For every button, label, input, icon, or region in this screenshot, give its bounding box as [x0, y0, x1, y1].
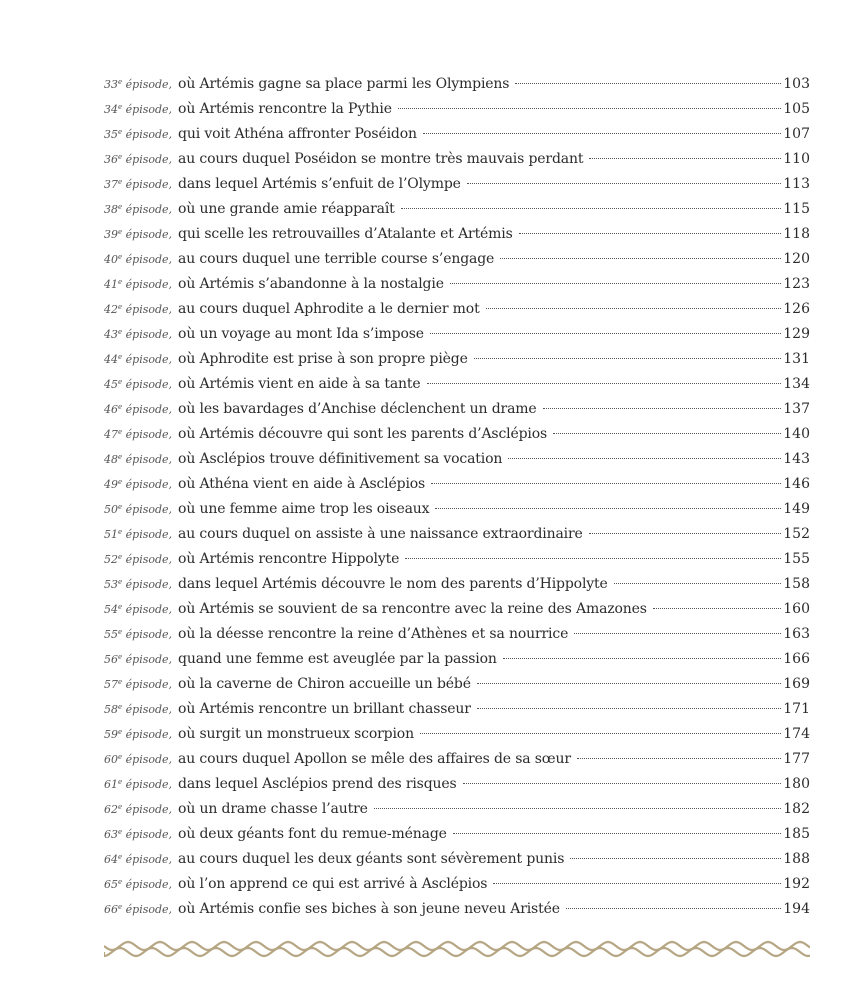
- episode-number: 37e épisode,: [104, 178, 173, 191]
- toc-entry[interactable]: [104, 495, 810, 520]
- toc-entry[interactable]: [104, 270, 810, 295]
- page-number: 194: [783, 901, 810, 917]
- episode-number: 35e épisode,: [104, 128, 173, 141]
- toc-entry[interactable]: [104, 445, 810, 470]
- dot-leader: [477, 708, 781, 709]
- page-number: 129: [783, 326, 810, 342]
- dot-leader: [614, 583, 782, 584]
- toc-entry[interactable]: [104, 670, 810, 695]
- episode-title: dans lequel Asclépios prend des risques: [178, 776, 457, 792]
- episode-title: où un voyage au mont Ida s’impose: [178, 326, 424, 342]
- episode-title: quand une femme est aveuglée par la passion: [178, 651, 497, 667]
- page-number: 158: [783, 576, 810, 592]
- episode-number: 40e épisode,: [104, 253, 173, 266]
- episode-number: 46e épisode,: [104, 403, 173, 416]
- toc-entry[interactable]: [104, 645, 810, 670]
- page-number: 192: [783, 876, 810, 892]
- page-number: 134: [783, 376, 810, 392]
- episode-title: où Aphrodite est prise à son propre piège: [178, 351, 468, 367]
- toc-entry[interactable]: [104, 620, 810, 645]
- episode-title: où Artémis rencontre Hippolyte: [178, 551, 400, 567]
- page-number: 152: [783, 526, 810, 542]
- episode-title: au cours duquel Poséidon se montre très mauvais perdant: [178, 151, 584, 167]
- episode-title: où Asclépios trouve définitivement sa vocation: [178, 451, 503, 467]
- toc-entry[interactable]: [104, 470, 810, 495]
- episode-number: 63e épisode,: [104, 828, 173, 841]
- toc-entry[interactable]: [104, 820, 810, 845]
- wave-border-icon: [104, 937, 810, 961]
- dot-leader: [577, 758, 781, 759]
- episode-title: où Artémis confie ses biches à son jeune neveu Aristée: [178, 901, 560, 917]
- episode-title: où Athéna vient en aide à Asclépios: [178, 476, 426, 492]
- episode-number: 33e épisode,: [104, 78, 173, 91]
- toc-entry[interactable]: [104, 220, 810, 245]
- toc-entry[interactable]: [104, 420, 810, 445]
- toc-entry[interactable]: [104, 70, 810, 95]
- episode-title: où Artémis rencontre la Pythie: [178, 101, 392, 117]
- episode-title: où deux géants font du remue-ménage: [178, 826, 447, 842]
- episode-title: où l’on apprend ce qui est arrivé à Asclépios: [178, 876, 488, 892]
- dot-leader: [398, 108, 781, 109]
- toc-entry[interactable]: [104, 370, 810, 395]
- episode-number: 58e épisode,: [104, 703, 173, 716]
- page-number: 123: [783, 276, 810, 292]
- toc-entry[interactable]: [104, 770, 810, 795]
- page-number: 107: [783, 126, 810, 142]
- episode-number: 61e épisode,: [104, 778, 173, 791]
- toc-entry[interactable]: [104, 695, 810, 720]
- toc-entry[interactable]: [104, 395, 810, 420]
- episode-title: où Artémis gagne sa place parmi les Olympiens: [178, 76, 510, 92]
- episode-title: au cours duquel on assiste à une naissance extraordinaire: [178, 526, 583, 542]
- episode-title: au cours duquel une terrible course s’engage: [178, 251, 495, 267]
- dot-leader: [467, 183, 782, 184]
- page-number: 182: [783, 801, 810, 817]
- episode-title: où surgit un monstrueux scorpion: [178, 726, 414, 742]
- page-number: 110: [783, 151, 810, 167]
- page-number: 174: [783, 726, 810, 742]
- page-number: 131: [783, 351, 810, 367]
- dot-leader: [543, 408, 782, 409]
- episode-number: 64e épisode,: [104, 853, 173, 866]
- episode-number: 39e épisode,: [104, 228, 173, 241]
- toc-entry[interactable]: [104, 295, 810, 320]
- episode-title: où Artémis se souvient de sa rencontre avec la reine des Amazones: [178, 601, 647, 617]
- page-number: 115: [783, 201, 810, 217]
- toc-entry[interactable]: [104, 845, 810, 870]
- page-number: 169: [783, 676, 810, 692]
- dot-leader: [423, 133, 781, 134]
- toc-entry[interactable]: [104, 870, 810, 895]
- dot-leader: [430, 333, 781, 334]
- page-number: 177: [783, 751, 810, 767]
- page-number: 137: [783, 401, 810, 417]
- episode-title: où la déesse rencontre la reine d’Athènes et sa nourrice: [178, 626, 569, 642]
- dot-leader: [405, 558, 781, 559]
- toc-entry[interactable]: [104, 120, 810, 145]
- episode-number: 59e épisode,: [104, 728, 173, 741]
- page-number: 126: [783, 301, 810, 317]
- dot-leader: [653, 608, 781, 609]
- episode-title: qui voit Athéna affronter Poséidon: [178, 126, 417, 142]
- episode-number: 44e épisode,: [104, 353, 173, 366]
- toc-entry[interactable]: [104, 245, 810, 270]
- episode-number: 51e épisode,: [104, 528, 173, 541]
- episode-title: où un drame chasse l’autre: [178, 801, 368, 817]
- page-number: 155: [783, 551, 810, 567]
- dot-leader: [450, 283, 781, 284]
- dot-leader: [519, 233, 782, 234]
- episode-title: où les bavardages d’Anchise déclenchent un drame: [178, 401, 537, 417]
- episode-title: où une femme aime trop les oiseaux: [178, 501, 430, 517]
- dot-leader: [374, 808, 782, 809]
- dot-leader: [515, 83, 781, 84]
- dot-leader: [508, 458, 781, 459]
- page-number: 163: [783, 626, 810, 642]
- episode-number: 52e épisode,: [104, 553, 173, 566]
- episode-number: 56e épisode,: [104, 653, 173, 666]
- page-number: 171: [783, 701, 810, 717]
- toc-entry[interactable]: [104, 520, 810, 545]
- episode-title: où la caverne de Chiron accueille un bébé: [178, 676, 471, 692]
- table-of-contents: [104, 70, 810, 920]
- toc-entry[interactable]: [104, 795, 810, 820]
- dot-leader: [463, 783, 782, 784]
- dot-leader: [500, 258, 781, 259]
- dot-leader: [453, 833, 782, 834]
- dot-leader: [435, 508, 781, 509]
- dot-leader: [493, 883, 781, 884]
- dot-leader: [574, 633, 781, 634]
- dot-leader: [420, 733, 781, 734]
- episode-number: 38e épisode,: [104, 203, 173, 216]
- dot-leader: [477, 683, 781, 684]
- episode-number: 47e épisode,: [104, 428, 173, 441]
- episode-title: qui scelle les retrouvailles d’Atalante et Artémis: [178, 226, 513, 242]
- dot-leader: [589, 533, 782, 534]
- episode-number: 54e épisode,: [104, 603, 173, 616]
- toc-entry[interactable]: [104, 95, 810, 120]
- episode-number: 45e épisode,: [104, 378, 173, 391]
- episode-title: où une grande amie réapparaît: [178, 201, 395, 217]
- page-number: 113: [783, 176, 810, 192]
- page-number: 149: [783, 501, 810, 517]
- episode-title: où Artémis rencontre un brillant chasseur: [178, 701, 471, 717]
- episode-number: 60e épisode,: [104, 753, 173, 766]
- dot-leader: [427, 383, 782, 384]
- page-number: 143: [783, 451, 810, 467]
- dot-leader: [401, 208, 782, 209]
- toc-entry[interactable]: [104, 345, 810, 370]
- episode-number: 34e épisode,: [104, 103, 173, 116]
- page-number: 180: [783, 776, 810, 792]
- dot-leader: [570, 858, 781, 859]
- episode-number: 57e épisode,: [104, 678, 173, 691]
- toc-entry[interactable]: [104, 195, 810, 220]
- episode-number: 55e épisode,: [104, 628, 173, 641]
- episode-number: 50e épisode,: [104, 503, 173, 516]
- dot-leader: [566, 908, 781, 909]
- episode-number: 48e épisode,: [104, 453, 173, 466]
- toc-entry[interactable]: [104, 320, 810, 345]
- dot-leader: [474, 358, 782, 359]
- episode-title: où Artémis vient en aide à sa tante: [178, 376, 421, 392]
- episode-number: 43e épisode,: [104, 328, 173, 341]
- episode-title: où Artémis s’abandonne à la nostalgie: [178, 276, 444, 292]
- episode-number: 66e épisode,: [104, 903, 173, 916]
- toc-entry[interactable]: [104, 745, 810, 770]
- episode-number: 49e épisode,: [104, 478, 173, 491]
- toc-entry[interactable]: [104, 170, 810, 195]
- episode-number: 42e épisode,: [104, 303, 173, 316]
- episode-title: dans lequel Artémis s’enfuit de l’Olympe: [178, 176, 461, 192]
- page-number: 166: [783, 651, 810, 667]
- episode-title: au cours duquel Aphrodite a le dernier mot: [178, 301, 480, 317]
- dot-leader: [589, 158, 781, 159]
- page-number: 185: [783, 826, 810, 842]
- toc-entry[interactable]: [104, 145, 810, 170]
- episode-number: 36e épisode,: [104, 153, 173, 166]
- episode-number: 53e épisode,: [104, 578, 173, 591]
- dot-leader: [553, 433, 781, 434]
- dot-leader: [431, 483, 781, 484]
- page-number: 118: [783, 226, 810, 242]
- episode-number: 41e épisode,: [104, 278, 173, 291]
- page-number: 160: [783, 601, 810, 617]
- episode-title: au cours duquel les deux géants sont sévèrement punis: [178, 851, 565, 867]
- page-number: 140: [783, 426, 810, 442]
- toc-entry[interactable]: [104, 595, 810, 620]
- toc-entry[interactable]: [104, 570, 810, 595]
- page-number: 146: [783, 476, 810, 492]
- dot-leader: [503, 658, 782, 659]
- page-number: 188: [783, 851, 810, 867]
- dot-leader: [486, 308, 782, 309]
- toc-entry[interactable]: [104, 545, 810, 570]
- episode-title: dans lequel Artémis découvre le nom des parents d’Hippolyte: [178, 576, 608, 592]
- toc-entry[interactable]: [104, 720, 810, 745]
- page-number: 120: [783, 251, 810, 267]
- page-number: 103: [783, 76, 810, 92]
- page-number: 105: [783, 101, 810, 117]
- episode-number: 65e épisode,: [104, 878, 173, 891]
- toc-entry[interactable]: [104, 895, 810, 920]
- episode-title: où Artémis découvre qui sont les parents d’Asclépios: [178, 426, 548, 442]
- episode-number: 62e épisode,: [104, 803, 173, 816]
- episode-title: au cours duquel Apollon se mêle des affaires de sa sœur: [178, 751, 571, 767]
